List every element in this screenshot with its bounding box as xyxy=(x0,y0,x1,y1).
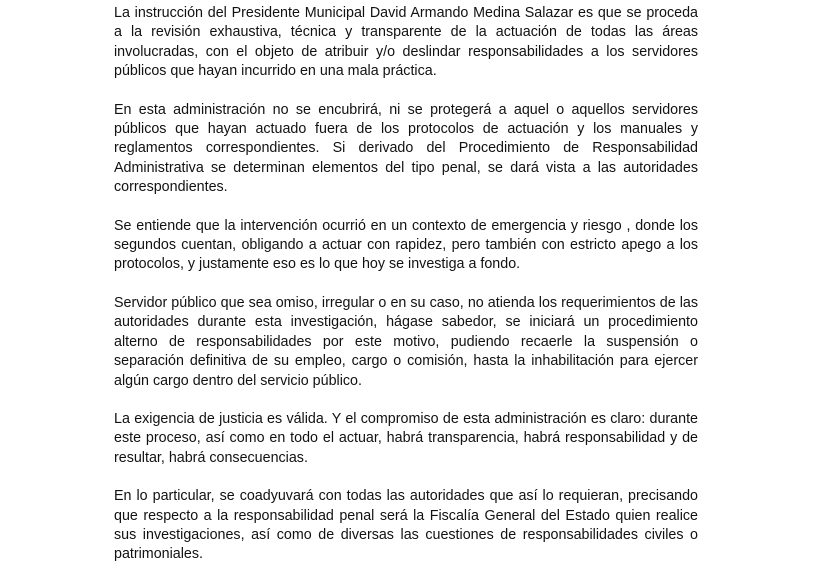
document-body xyxy=(114,4,698,584)
paragraph-exigencia-justicia: La exigencia de justicia es válida. Y el compromiso de esta administración es claro: durante este proceso, así como en todo el actuar, habrá transparencia, habrá responsabilidad y de resultar, habrá consecuencias. xyxy=(114,410,698,466)
paragraph-servidor-omiso: Servidor público que sea omiso, irregular o en su caso, no atienda los requerimientos de las autoridades durante esta investigación, hágase sabedor, se iniciará un procedimiento alterno de responsabilidades por este motivo, pudiendo recaerle la suspensión o separación definitiva de su empleo, cargo o comisión, hasta la inhabilitación para ejercer algún cargo dentro del servicio público. xyxy=(114,294,698,389)
paragraph-coadyuvancia: En lo particular, se coadyuvará con todas las autoridades que así lo requieran, precisando que respecto a la responsabilidad penal será la Fiscalía General del Estado quien realice sus investigaciones, así como de diversas las cuestiones de responsabilidades civiles o patrimoniales. xyxy=(114,488,698,563)
paragraph-instruccion: La instrucción del Presidente Municipal David Armando Medina Salazar es que se proceda a la revisión exhaustiva, técnica y transparente de la actuación de todas las áreas involucradas, con el objeto de atribuir y/o deslindar responsabilidades a los servidores públicos que hayan incurrido en una mala práctica. xyxy=(114,5,698,80)
paragraph-no-encubrimiento: En esta administración no se encubrirá, ni se protegerá a aquel o aquellos servidores públicos que hayan actuado fuera de los protocolos de actuación y los manuales y reglamentos correspondientes. Si derivado del Procedimiento de Responsabilidad Administrativa se determinan elementos del tipo penal, se dará vista a las autoridades correspondientes. xyxy=(114,101,698,196)
paragraph-contexto-emergencia: Se entiende que la intervención ocurrió en un contexto de emergencia y riesgo , donde los segundos cuentan, obligando a actuar con rapidez, pero también con estricto apego a los protocolos, y justamente eso es lo que hoy se investiga a fondo. xyxy=(114,217,698,273)
